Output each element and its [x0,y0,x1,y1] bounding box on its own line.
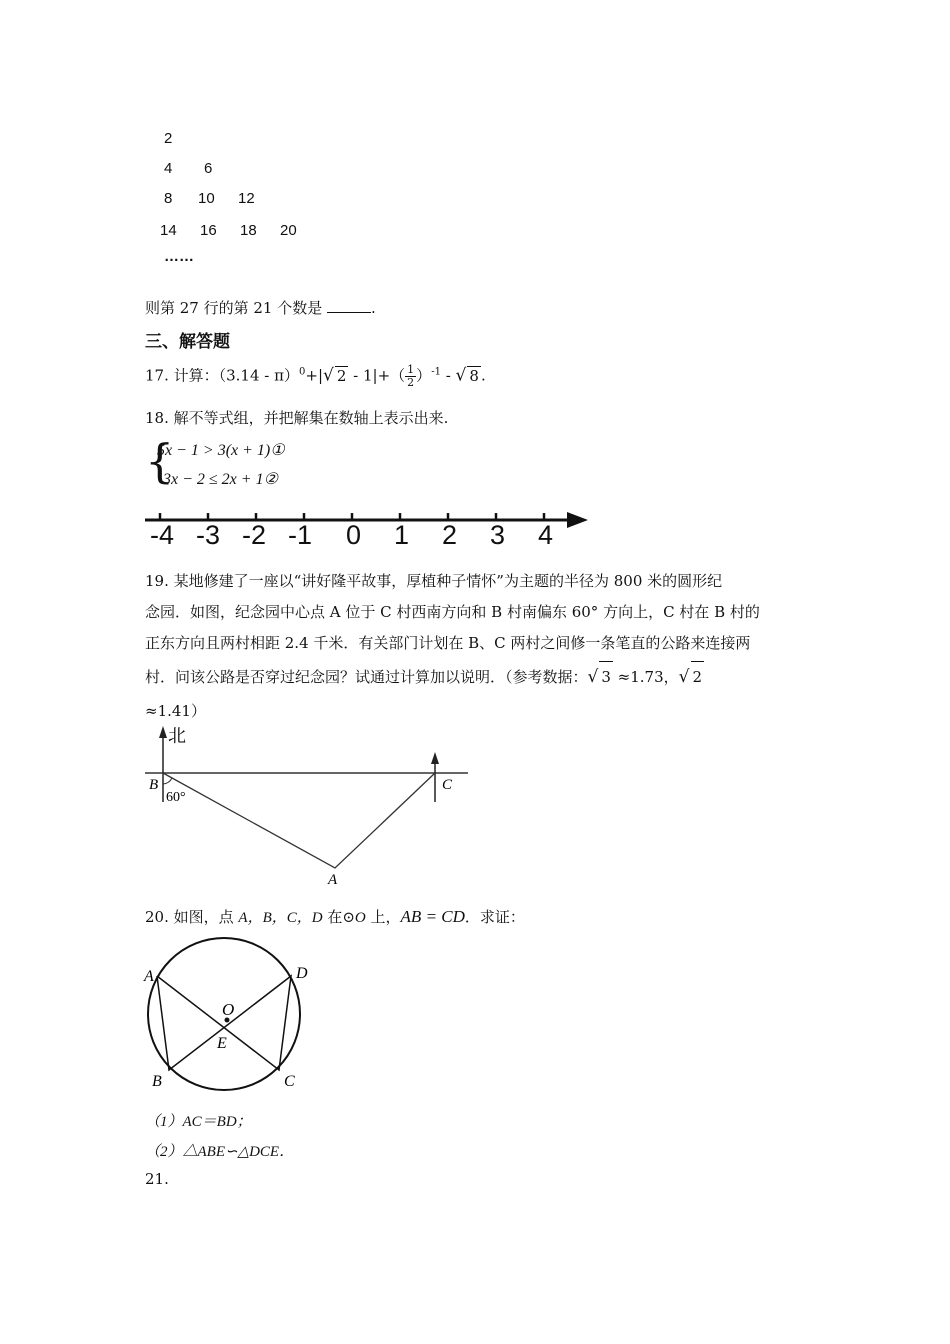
q20-figure [140,936,320,1096]
tri-cell: 18 [240,222,257,239]
tri-cell: 14 [160,222,177,239]
question-19 [145,566,760,727]
axis-label: 2 [442,520,458,550]
number-triangle [158,128,318,268]
tri-cell: 10 [198,190,215,207]
circle-center-o: O [222,1000,235,1019]
system-brace: { [145,434,175,488]
axis-label: -4 [150,520,175,550]
tri-cell: 8 [164,190,173,207]
q20-part-2: （2）△ABE∽△DCE． [145,1144,295,1160]
answer-blank [327,298,371,313]
fraction-one-half: $\frac{1}{2}$ [407,363,415,389]
axis-label: -3 [196,520,221,550]
point-c-label: C [442,777,453,793]
tri-cell: 16 [200,222,217,239]
section-heading: 三、解答题 [145,332,230,352]
question-18: 18. 解不等式组，并把解集在数轴上表示出来. [145,409,449,427]
axis-label: 1 [394,520,410,550]
tri-cell: 20 [280,222,297,239]
tri-ellipsis: …… [164,248,194,265]
axis-labels [140,520,600,554]
inequality-system [145,436,345,492]
circle-point-c: C [284,1073,295,1090]
axis-label: 4 [538,520,554,550]
q19-line: 正东方向且两村相距 2.4 千米．有关部门计划在 B、C 两村之间修一条笔直的公路来连接两 [145,634,751,652]
axis-label: 0 [346,520,362,550]
inequality-2: 3x − 2 ≤ 2x + 1② [163,471,278,488]
q19-line: ≈1.41） [145,702,206,720]
tri-cell: 4 [164,160,173,177]
tri-cell: 6 [204,160,213,177]
q19-line: 念园．如图，纪念园中心点 A 位于 C 村西南方向和 B 村南偏东 60° 方向上，C 村在 B 村的 [145,603,760,621]
point-a-label: A [328,872,338,888]
question-21-number: 21. [145,1170,169,1188]
circle-point-d: D [296,965,308,982]
tri-cell: 2 [164,130,173,147]
arc-equality: AB = CD [400,907,465,926]
circle-point-b: B [152,1073,162,1090]
q19-figure [140,722,480,892]
circle-point-a: A [144,968,154,985]
question-17: 17. 计算：（3.14 - π）$^0$+|√ 2 - 1|+（ $\frac{1}{2}$ ）$^{-1}$ - √ 8 . [145,363,486,389]
axis-label: 3 [490,520,506,550]
question-16-text: 则第 27 行的第 21 个数是 . [145,299,376,317]
tri-cell: 12 [238,190,255,207]
intersection-e: E [217,1035,227,1052]
axis-label: -2 [242,520,267,550]
q20-part-1: （1）AC＝BD； [145,1114,252,1130]
point-b-label: B [149,777,159,793]
north-label: 北 [168,726,186,746]
inequality-1: 5x − 1 > 3(x + 1)① [157,442,285,459]
question-20: 20. 如图，点 A，B，C，D 在⊙O 上，AB = CD．求证： [145,907,525,926]
angle-label: 60° [166,790,186,805]
axis-label: -1 [288,520,313,550]
q19-line: 19. 某地修建了一座以“讲好隆平故事，厚植种子情怀”为主题的半径为 800 米的圆形纪 [145,572,723,590]
q19-line: 村．问该公路是否穿过纪念园？试通过计算加以说明．（参考数据：√ 3 ≈1.73，√ 2 [145,661,760,693]
